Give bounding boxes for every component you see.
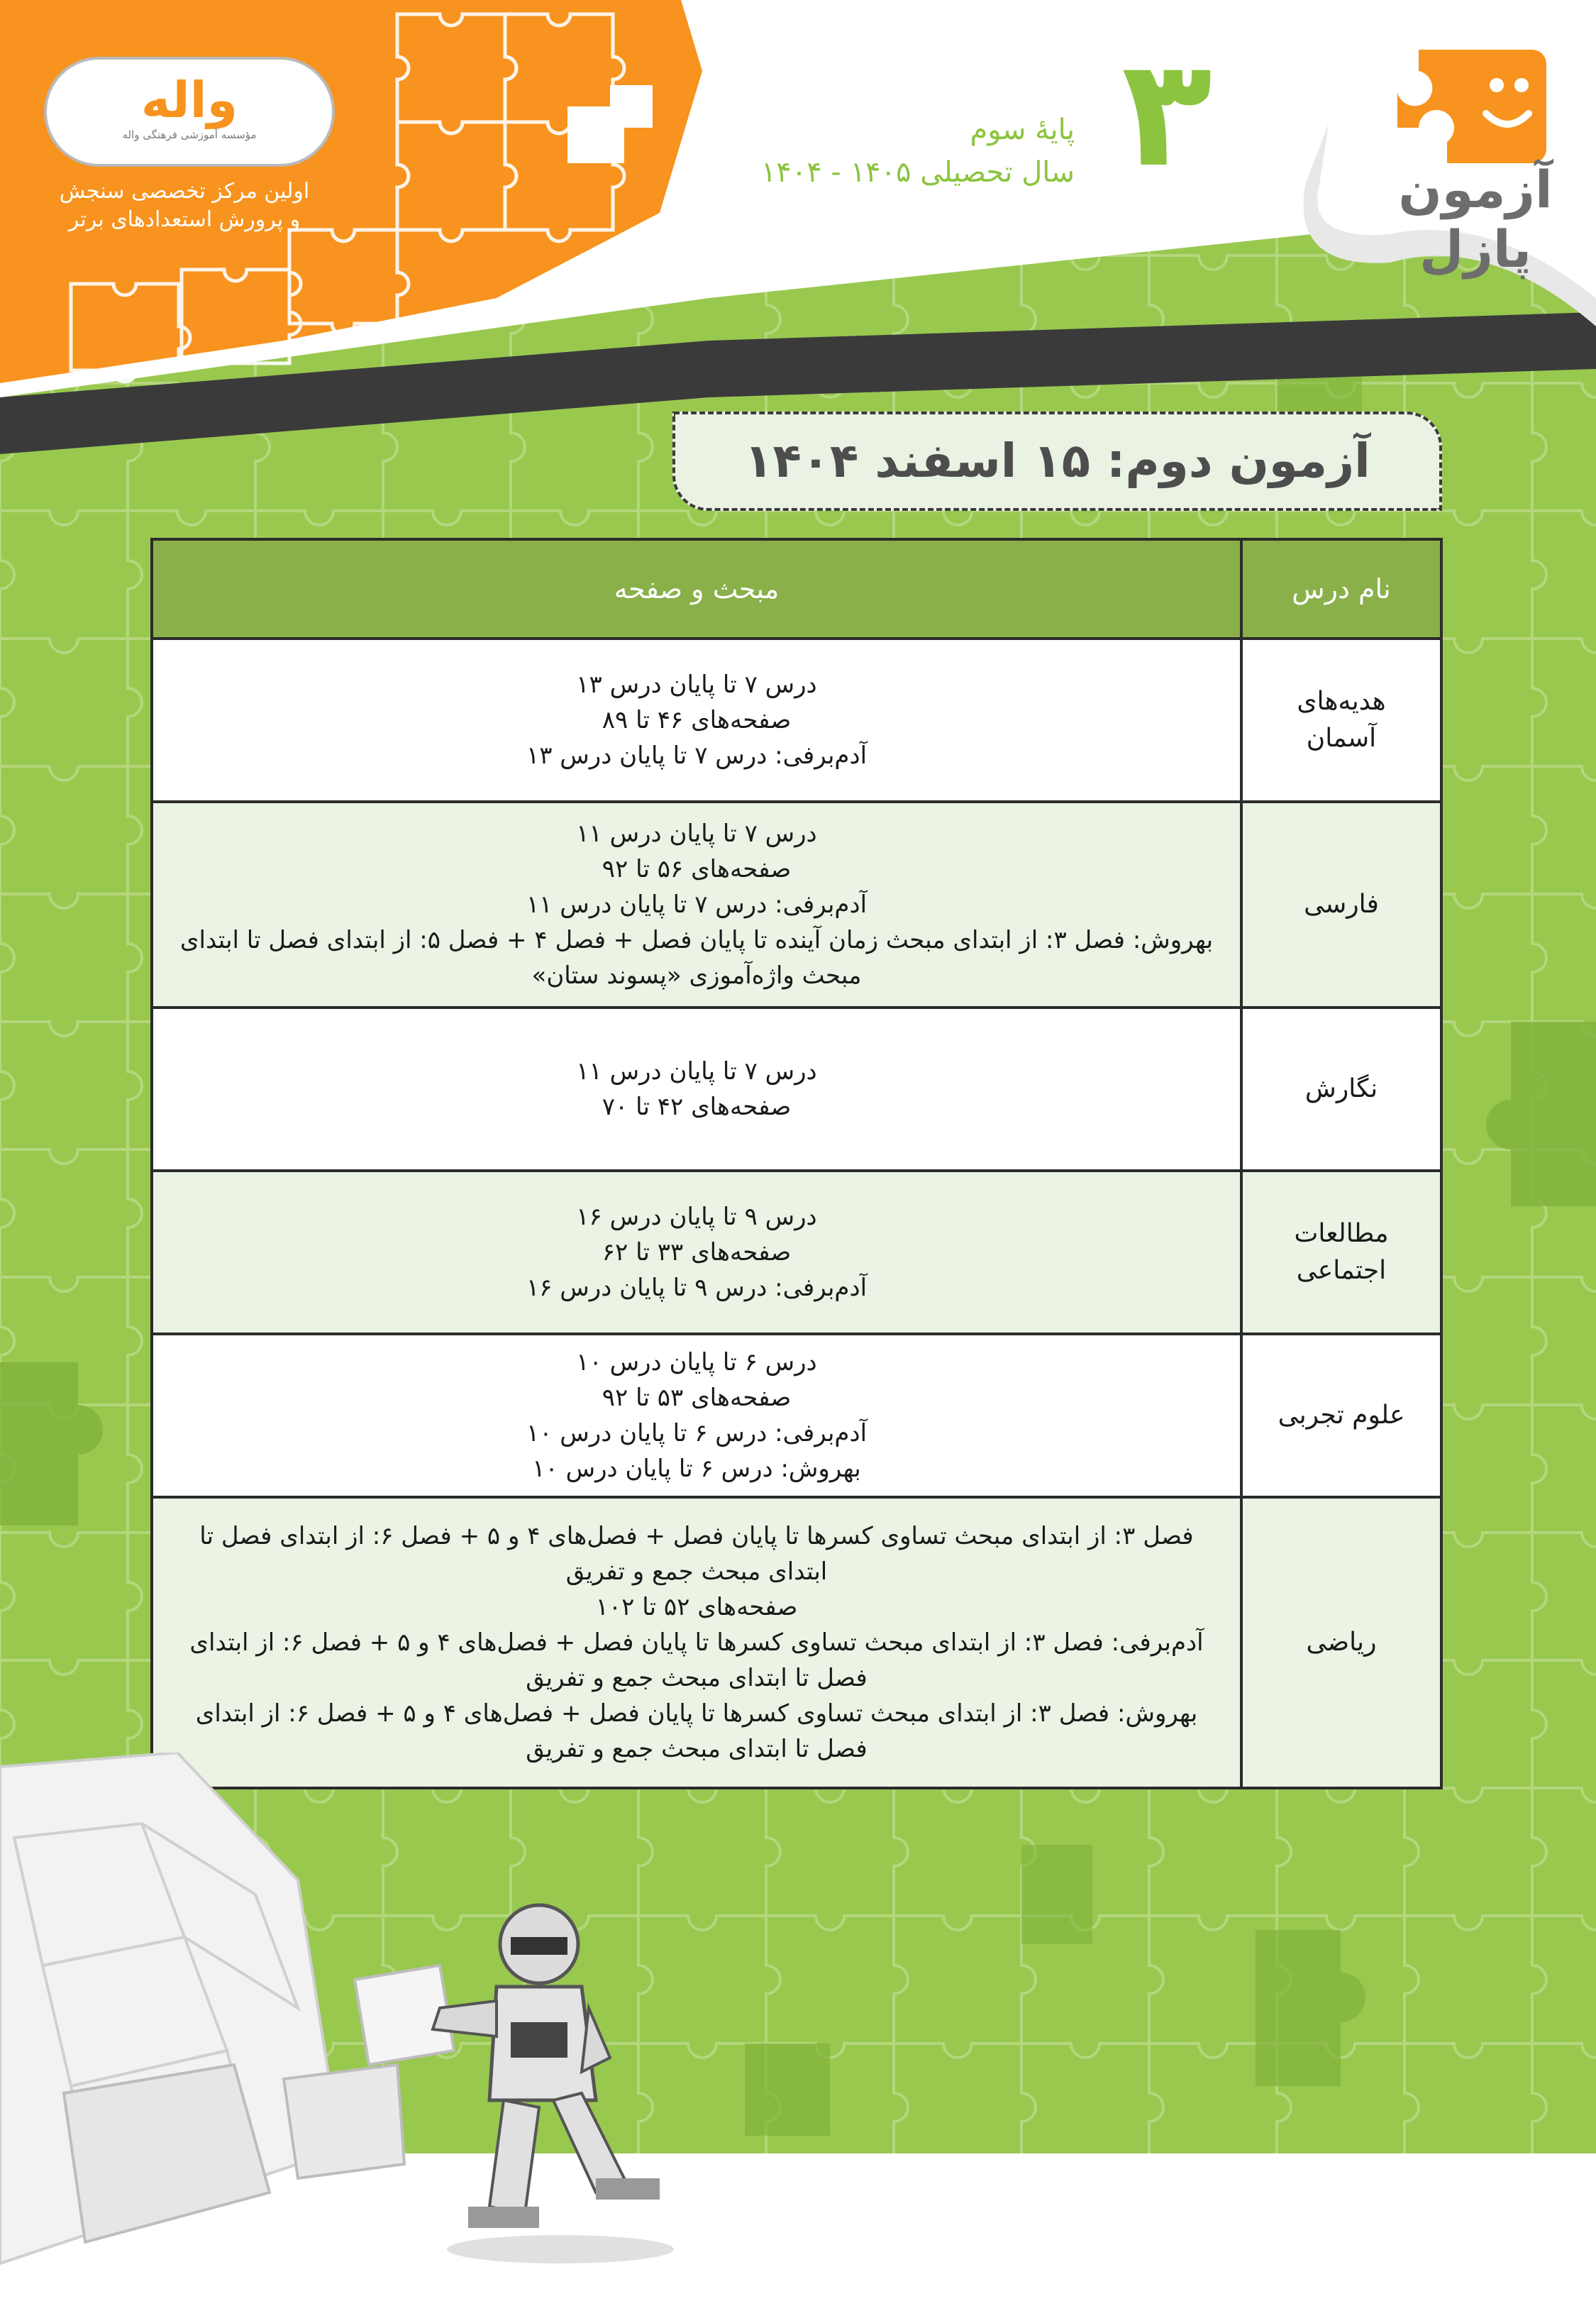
subject-cell — [1241, 1334, 1441, 1497]
topic-line: بهروش: فصل ۳: از ابتدای مبحث زمان آینده تا پایان فصل + فصل ۴ + فصل ۵: از ابتدای فصل تا ابتدای مبحث واژه‌آموزی «پسوند ستان» — [179, 926, 1214, 990]
brand-puzzle-icon — [1390, 43, 1553, 163]
exam-schedule-table — [150, 538, 1443, 1789]
subject-name-line: نگارش — [1304, 1074, 1378, 1103]
subject-cell — [1241, 639, 1441, 802]
topic-line: آدم‌برفی: درس ۷ تا پایان درس ۱۱ — [526, 890, 868, 919]
topic-cell — [152, 1334, 1241, 1497]
exam-title-box — [672, 412, 1442, 511]
topic-line: بهروش: فصل ۳: از ابتدای مبحث تساوی کسرها تا پایان فصل + فصل‌های ۴ و ۵ + فصل ۶: از ابتدای فصل تا ابتدای مبحث جمع و تفریق — [195, 1699, 1198, 1763]
topic-cell — [152, 1171, 1241, 1334]
topic-line: درس ۶ تا پایان درس ۱۰ — [576, 1348, 817, 1377]
subject-cell — [1241, 1008, 1441, 1171]
publisher-slogan-line1: اولین مرکز تخصصی سنجش — [59, 179, 310, 204]
table-row — [152, 639, 1441, 802]
topic-line: درس ۷ تا پایان درس ۱۱ — [576, 820, 817, 848]
publisher-logo-text: واله — [140, 71, 238, 129]
topic-cell — [152, 639, 1241, 802]
robot-figure — [433, 1905, 660, 2228]
grade-number: ۳ — [1121, 26, 1213, 200]
topic-line: صفحه‌های ۵۳ تا ۹۲ — [602, 1384, 792, 1412]
subject-name-line: علوم تجربی — [1278, 1401, 1405, 1430]
topic-line: درس ۷ تا پایان درس ۱۱ — [576, 1057, 817, 1086]
topic-line: درس ۷ تا پایان درس ۱۳ — [576, 671, 817, 699]
topic-line: صفحه‌های ۴۲ تا ۷۰ — [602, 1093, 792, 1121]
table-row — [152, 1171, 1441, 1334]
table-row — [152, 1334, 1441, 1497]
publisher-slogan — [43, 177, 326, 234]
table-row — [152, 1008, 1441, 1171]
header-subject: نام درس — [1241, 539, 1441, 639]
table-body — [152, 639, 1441, 1788]
topic-line: آدم‌برفی: درس ۶ تا پایان درس ۱۰ — [526, 1419, 868, 1447]
publisher-logo-subtext: مؤسسه آموزشی فرهنگی واله — [122, 128, 257, 141]
table-row — [152, 1497, 1441, 1788]
subject-name-line: آسمان — [1306, 724, 1377, 753]
publisher-logo — [44, 57, 335, 167]
topic-line: فصل ۳: از ابتدای مبحث تساوی کسرها تا پایان فصل + فصل‌های ۴ و ۵ + فصل ۶: از ابتدای فصل تا ابتدای مبحث جمع و تفریق — [199, 1522, 1194, 1586]
subject-name-line: فارسی — [1304, 890, 1379, 919]
publisher-slogan-line2: و پرورش استعدادهای برتر — [68, 207, 301, 232]
subject-name-line: مطالعات — [1294, 1219, 1389, 1248]
grade-label: پایهٔ سوم — [970, 114, 1075, 146]
exam-title: آزمون دوم: ۱۵ اسفند ۱۴۰۴ — [744, 434, 1370, 488]
topic-line: صفحه‌های ۵۲ تا ۱۰۲ — [595, 1593, 798, 1621]
header-topic: مبحث و صفحه — [152, 539, 1241, 639]
topic-cell — [152, 1497, 1241, 1788]
subject-name-line: هدیه‌های — [1297, 687, 1386, 716]
subject-cell — [1241, 802, 1441, 1008]
subject-cell — [1241, 1171, 1441, 1334]
topic-cell — [152, 802, 1241, 1008]
subject-cell — [1241, 1497, 1441, 1788]
topic-line: آدم‌برفی: درس ۹ تا پایان درس ۱۶ — [526, 1274, 868, 1302]
topic-line: صفحه‌های ۳۳ تا ۶۲ — [602, 1238, 792, 1267]
topic-line: آدم‌برفی: درس ۷ تا پایان درس ۱۳ — [526, 741, 868, 770]
topic-cell — [152, 1008, 1241, 1171]
subject-name-line: اجتماعی — [1296, 1256, 1387, 1285]
topic-line: آدم‌برفی: فصل ۳: از ابتدای مبحث تساوی کسرها تا پایان فصل + فصل‌های ۴ و ۵ + فصل ۶: از ابتدای فصل تا ابتدای مبحث جمع و تفریق — [189, 1628, 1204, 1692]
brand-name: آزمون پازل — [1398, 160, 1553, 279]
puzzle-robot-illustration — [0, 1753, 709, 2306]
topic-line: درس ۹ تا پایان درس ۱۶ — [576, 1203, 817, 1231]
topic-line: صفحه‌های ۴۶ تا ۸۹ — [602, 706, 792, 734]
table-header-row — [152, 539, 1441, 639]
topic-line: بهروش: درس ۶ تا پایان درس ۱۰ — [532, 1455, 861, 1483]
topic-line: صفحه‌های ۵۶ تا ۹۲ — [602, 855, 792, 883]
subject-name-line: ریاضی — [1306, 1628, 1377, 1657]
academic-year: سال تحصیلی ۱۴۰۵ - ۱۴۰۴ — [760, 156, 1075, 189]
table-row — [152, 802, 1441, 1008]
